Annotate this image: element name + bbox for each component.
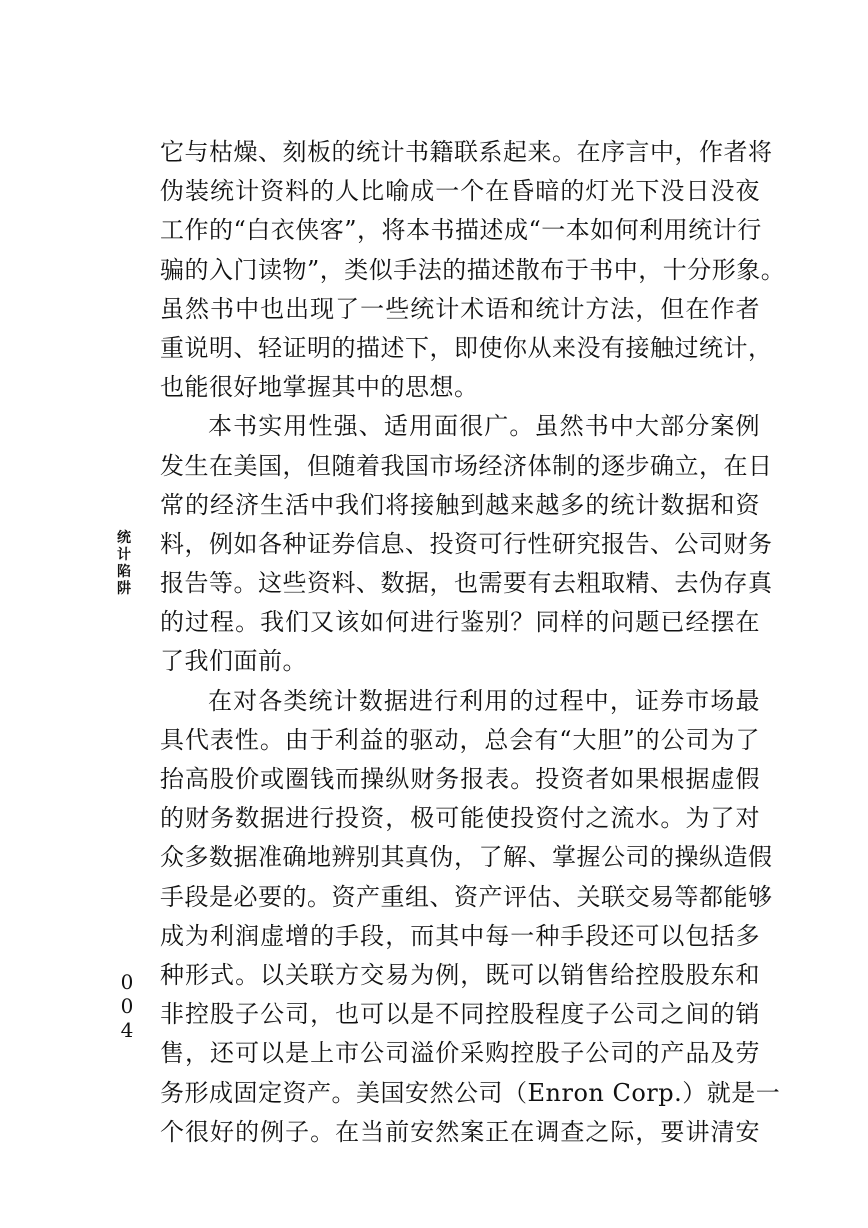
text-line: 抬高股价或圈钱而操纵财务报表。投资者如果根据虚假: [160, 765, 760, 793]
text-line: 骗的入门读物”，类似手法的描述散布于书中，十分形象。: [160, 255, 786, 284]
paragraph: [160, 133, 786, 407]
page-number-digit: 0: [120, 970, 134, 994]
running-title-char: 计: [117, 547, 131, 563]
page-number-digit: 4: [120, 1018, 134, 1042]
paragraph: [160, 682, 781, 1152]
page-number-digit: 0: [120, 994, 134, 1018]
text-line: 成为利润虚增的手段，而其中每一种手段还可以包括多: [160, 921, 760, 950]
text-line: 重说明、轻证明的描述下，即使你从来没有接触过统计，: [160, 333, 773, 362]
text-line: 在对各类统计数据进行利用的过程中，证券市场最: [208, 686, 760, 715]
text-line: 的过程。我们又该如何进行鉴别？同样的问题已经摆在: [160, 608, 760, 637]
text-line: 务形成固定资产。美国安然公司（Enron Corp.）就是一: [160, 1078, 781, 1107]
text-line: 个很好的例子。在当前安然案正在调查之际，要讲清安: [160, 1117, 760, 1146]
text-line: 也能很好地掌握其中的思想。: [160, 373, 479, 402]
body-text: [160, 133, 786, 1152]
text-line: 具代表性。由于利益的驱动，总会有“大胆”的公司为了: [160, 725, 760, 754]
text-line: 伪装统计资料的人比喻成一个在昏暗的灯光下没日没夜: [160, 177, 760, 206]
running-title-char: 统: [117, 530, 131, 546]
text-line: 非控股子公司，也可以是不同控股程度子公司之间的销: [160, 1000, 760, 1029]
running-title: [114, 530, 134, 598]
text-line: 本书实用性强、适用面很广。虽然书中大部分案例: [208, 412, 760, 441]
text-line: 虽然书中也出现了一些统计术语和统计方法，但在作者: [160, 294, 760, 323]
text-line: 工作的“白衣侠客”，将本书描述成“一本如何利用统计行: [160, 216, 762, 245]
text-line: 料，例如各种证券信息、投资可行性研究报告、公司财务: [160, 529, 773, 558]
text-line: 了我们面前。: [160, 647, 307, 676]
text-line: 种形式。以关联方交易为例，既可以销售给控股股东和: [160, 960, 760, 989]
text-line: 报告等。这些资料、数据，也需要有去粗取精、去伪存真: [160, 569, 773, 598]
page-number: [119, 970, 135, 1042]
text-line: 它与枯燥、刻板的统计书籍联系起来。在序言中，作者将: [160, 138, 773, 166]
text-line: 手段是必要的。资产重组、资产评估、关联交易等都能够: [160, 882, 773, 911]
text-line: 发生在美国，但随着我国市场经济体制的逐步确立，在日: [160, 451, 773, 480]
running-title-char: 阱: [117, 581, 131, 597]
text-line: 众多数据准确地辨别其真伪，了解、掌握公司的操纵造假: [160, 843, 773, 872]
running-title-char: 陷: [117, 564, 131, 580]
text-line: 售，还可以是上市公司溢价采购控股子公司的产品及劳: [160, 1039, 760, 1068]
text-line: 的财务数据进行投资，极可能使投资付之流水。为了对: [160, 804, 760, 833]
text-line: 常的经济生活中我们将接触到越来越多的统计数据和资: [160, 490, 760, 519]
paragraph: [160, 407, 773, 681]
